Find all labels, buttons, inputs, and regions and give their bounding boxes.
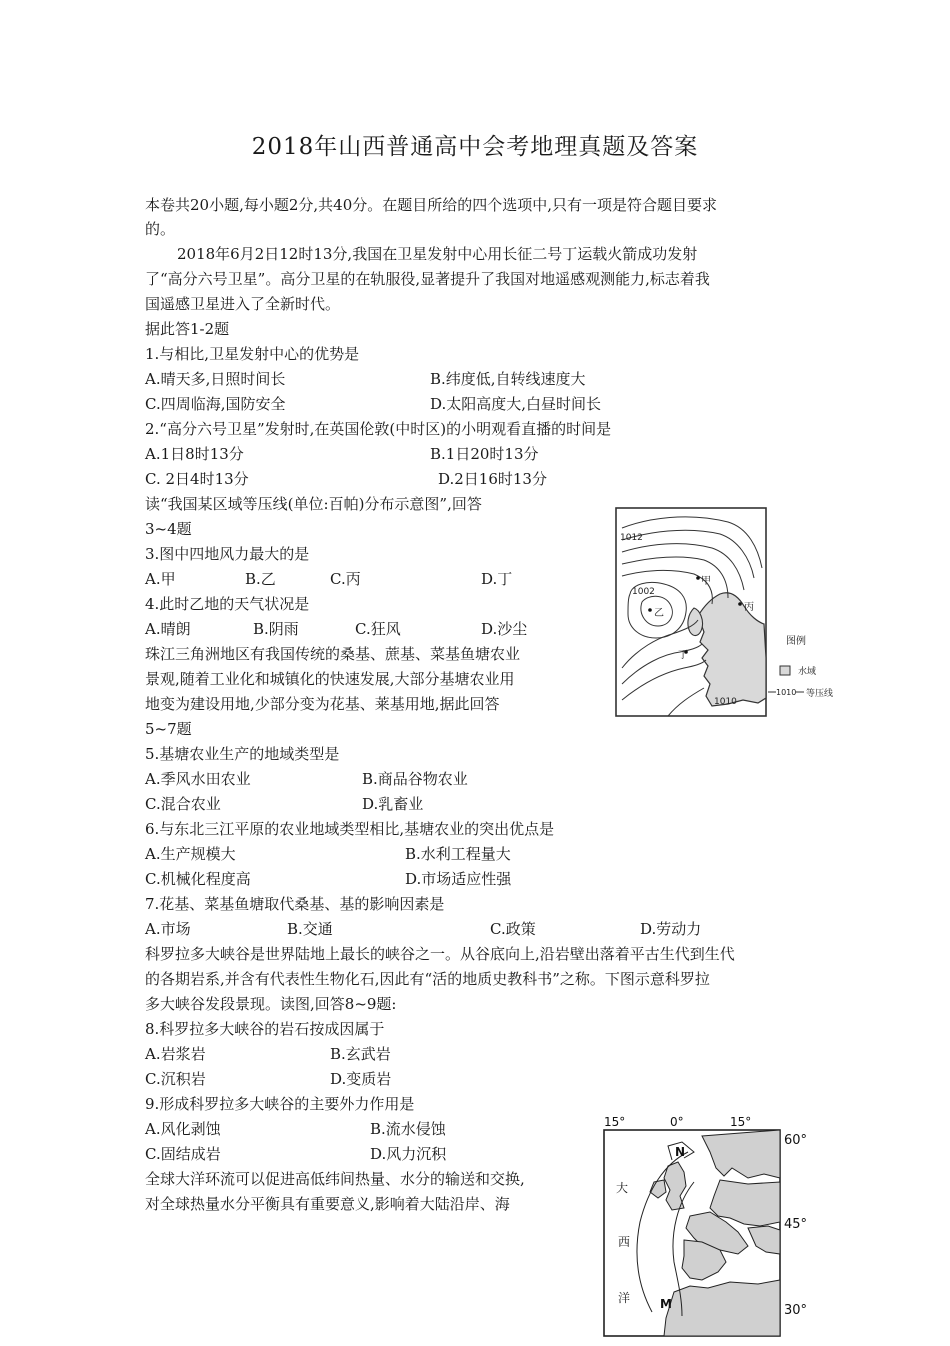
point-ding-label: 丁 <box>678 650 688 661</box>
lat-label-60: 60° <box>784 1133 808 1148</box>
lat-label-45: 45° <box>784 1217 808 1232</box>
q7-option-d: D.劳动力 <box>640 920 702 938</box>
q5-option-d: D.乳畜业 <box>362 795 424 813</box>
isobar-line-7 <box>622 644 702 684</box>
q7-option-b: B.交通 <box>287 920 333 938</box>
legend-isobar-label: 等压线 <box>806 689 834 699</box>
q6-option-b: B.水利工程量大 <box>405 845 511 863</box>
q2-option-a: A.1日8时13分 <box>145 445 244 463</box>
q6-option-c: C.机械化程度高 <box>145 870 251 888</box>
passage-3-line-1: 珠江三角洲地区有我国传统的桑基、蔗基、菜基鱼塘农业 <box>145 645 521 663</box>
q7-option-c: C.政策 <box>490 920 536 938</box>
point-bing-label: 丙 <box>744 602 754 613</box>
lon-label-w15: 15° <box>604 1115 626 1129</box>
question-7: 7.花基、菜基鱼塘取代桑基、基的影响因素是 <box>145 895 445 913</box>
q7-option-a: A.市场 <box>145 920 191 938</box>
isobar-line-9 <box>668 688 704 716</box>
passage-1-line-1: 2018年6月2日12时13分,我国在卫星发射中心用长征二号丁运载火箭成功发射 <box>177 245 698 263</box>
q5-option-c: C.混合农业 <box>145 795 221 813</box>
q3-option-c: C.丙 <box>330 570 361 588</box>
q3-option-a: A.甲 <box>145 570 176 588</box>
passage-3-line-2: 景观,随着工业化和城镇化的快速发展,大部分基塘农业用 <box>145 670 515 688</box>
q4-option-c: C.狂风 <box>355 620 401 638</box>
question-3: 3.图中四地风力最大的是 <box>145 545 310 563</box>
q8-option-b: B.玄武岩 <box>330 1045 391 1063</box>
isobar-map-figure <box>608 498 848 720</box>
europe-map <box>598 1112 830 1340</box>
ocean-label-2: 西 <box>618 1235 631 1249</box>
passage-5-line-2: 对全球热量水分平衡具有重要意义,影响着大陆沿岸、海 <box>145 1195 510 1213</box>
passage-4-line-1: 科罗拉多大峡谷是世界陆地上最长的峡谷之一。从谷底向上,沿岩壁出落着平古生代到生代 <box>145 945 735 963</box>
page-title: 2018年山西普通高中会考地理真题及答案 <box>251 134 699 160</box>
isobar-label-1002: 1002 <box>632 587 655 597</box>
water-area <box>698 593 766 706</box>
q8-option-a: A.岩浆岩 <box>145 1045 206 1063</box>
q5-option-b: B.商品谷物农业 <box>362 770 468 788</box>
passage-3-line-3: 地变为建设用地,少部分变为花基、莱基用地,据此回答 <box>145 695 500 713</box>
intro-line-1: 本卷共20小题,每小题2分,共40分。在题目所给的四个选项中,只有一项是符合题目要求 <box>145 196 718 214</box>
q2-option-b: B.1日20时13分 <box>430 445 539 463</box>
isobar-label-1012: 1012 <box>620 533 643 543</box>
passage-5-line-1: 全球大洋环流可以促进高低纬间热量、水分的输送和交换, <box>145 1170 525 1188</box>
passage-3-line-4: 5~7题 <box>145 720 192 738</box>
passage-4-line-3: 多大峡谷发段景现。读图,回答8~9题: <box>145 995 397 1013</box>
q4-option-d: D.沙尘 <box>481 620 528 638</box>
point-jia-dot <box>696 576 700 580</box>
legend-title: 图例 <box>786 636 806 647</box>
point-jia-label: 甲 <box>701 576 711 587</box>
passage-1-line-3: 国遥感卫星进入了全新时代。 <box>145 295 341 313</box>
question-9: 9.形成科罗拉多大峡谷的主要外力作用是 <box>145 1095 415 1113</box>
intro-line-2: 的。 <box>145 220 176 238</box>
ocean-label-1: 大 <box>616 1181 629 1195</box>
legend-water-swatch <box>780 666 790 675</box>
q6-option-a: A.生产规模大 <box>145 845 236 863</box>
north-label: N <box>675 1145 686 1159</box>
q8-option-c: C.沉积岩 <box>145 1070 206 1088</box>
q9-option-b: B.流水侵蚀 <box>370 1120 446 1138</box>
q6-option-d: D.市场适应性强 <box>405 870 512 888</box>
question-8: 8.科罗拉多大峡谷的岩石按成因属于 <box>145 1020 385 1038</box>
legend-isobar-sample: 1010 <box>776 688 797 697</box>
point-yi-label: 乙 <box>654 608 664 619</box>
m-label: M <box>660 1297 672 1311</box>
q9-option-a: A.风化剥蚀 <box>145 1120 221 1138</box>
point-bing-dot <box>738 602 742 606</box>
passage-2-line-2: 3~4题 <box>145 520 192 538</box>
question-6: 6.与东北三江平原的农业地域类型相比,基塘农业的突出优点是 <box>145 820 555 838</box>
q1-option-b: B.纬度低,自转线速度大 <box>430 370 586 388</box>
lat-label-30: 30° <box>784 1303 808 1318</box>
q9-option-c: C.固结成岩 <box>145 1145 221 1163</box>
passage-1-line-2: 了“高分六号卫星”。高分卫星的在轨服役,显著提升了我国对地遥感观测能力,标志着我 <box>145 270 710 288</box>
passage-4-line-2: 的各期岩系,并含有代表性生物化石,因此有“活的地质史教科书”之称。下图示意科罗拉 <box>145 970 710 988</box>
point-yi-dot <box>648 608 652 612</box>
q1-option-a: A.晴天多,日照时间长 <box>145 370 286 388</box>
q3-option-d: D.丁 <box>481 570 513 588</box>
passage-1-line-4: 据此答1-2题 <box>145 320 230 338</box>
legend-water-label: 水域 <box>798 667 817 677</box>
q2-option-d: D.2日16时13分 <box>438 470 547 488</box>
ocean-label-3: 洋 <box>618 1291 631 1305</box>
q4-option-b: B.阴雨 <box>253 620 299 638</box>
q1-option-d: D.太阳高度大,白昼时间长 <box>430 395 602 413</box>
lon-label-e15: 15° <box>730 1115 752 1129</box>
q4-option-a: A.晴朗 <box>145 620 191 638</box>
isobar-map <box>608 498 848 720</box>
q3-option-b: B.乙 <box>245 570 276 588</box>
q8-option-d: D.变质岩 <box>330 1070 392 1088</box>
isobar-label-1010: 1010 <box>714 697 737 707</box>
lon-label-0: 0° <box>670 1115 684 1129</box>
q1-option-c: C.四周临海,国防安全 <box>145 395 286 413</box>
europe-map-figure <box>598 1112 830 1340</box>
question-2: 2.“高分六号卫星”发射时,在英国伦敦(中时区)的小明观看直播的时间是 <box>145 420 612 438</box>
question-5: 5.基塘农业生产的地域类型是 <box>145 745 340 763</box>
passage-2-line-1: 读“我国某区域等压线(单位:百帕)分布示意图”,回答 <box>145 495 482 513</box>
question-4: 4.此时乙地的天气状况是 <box>145 595 310 613</box>
q2-option-c: C. 2日4时13分 <box>145 470 249 488</box>
question-1: 1.与相比,卫星发射中心的优势是 <box>145 345 360 363</box>
q5-option-a: A.季风水田农业 <box>145 770 251 788</box>
q9-option-d: D.风力沉积 <box>370 1145 447 1163</box>
